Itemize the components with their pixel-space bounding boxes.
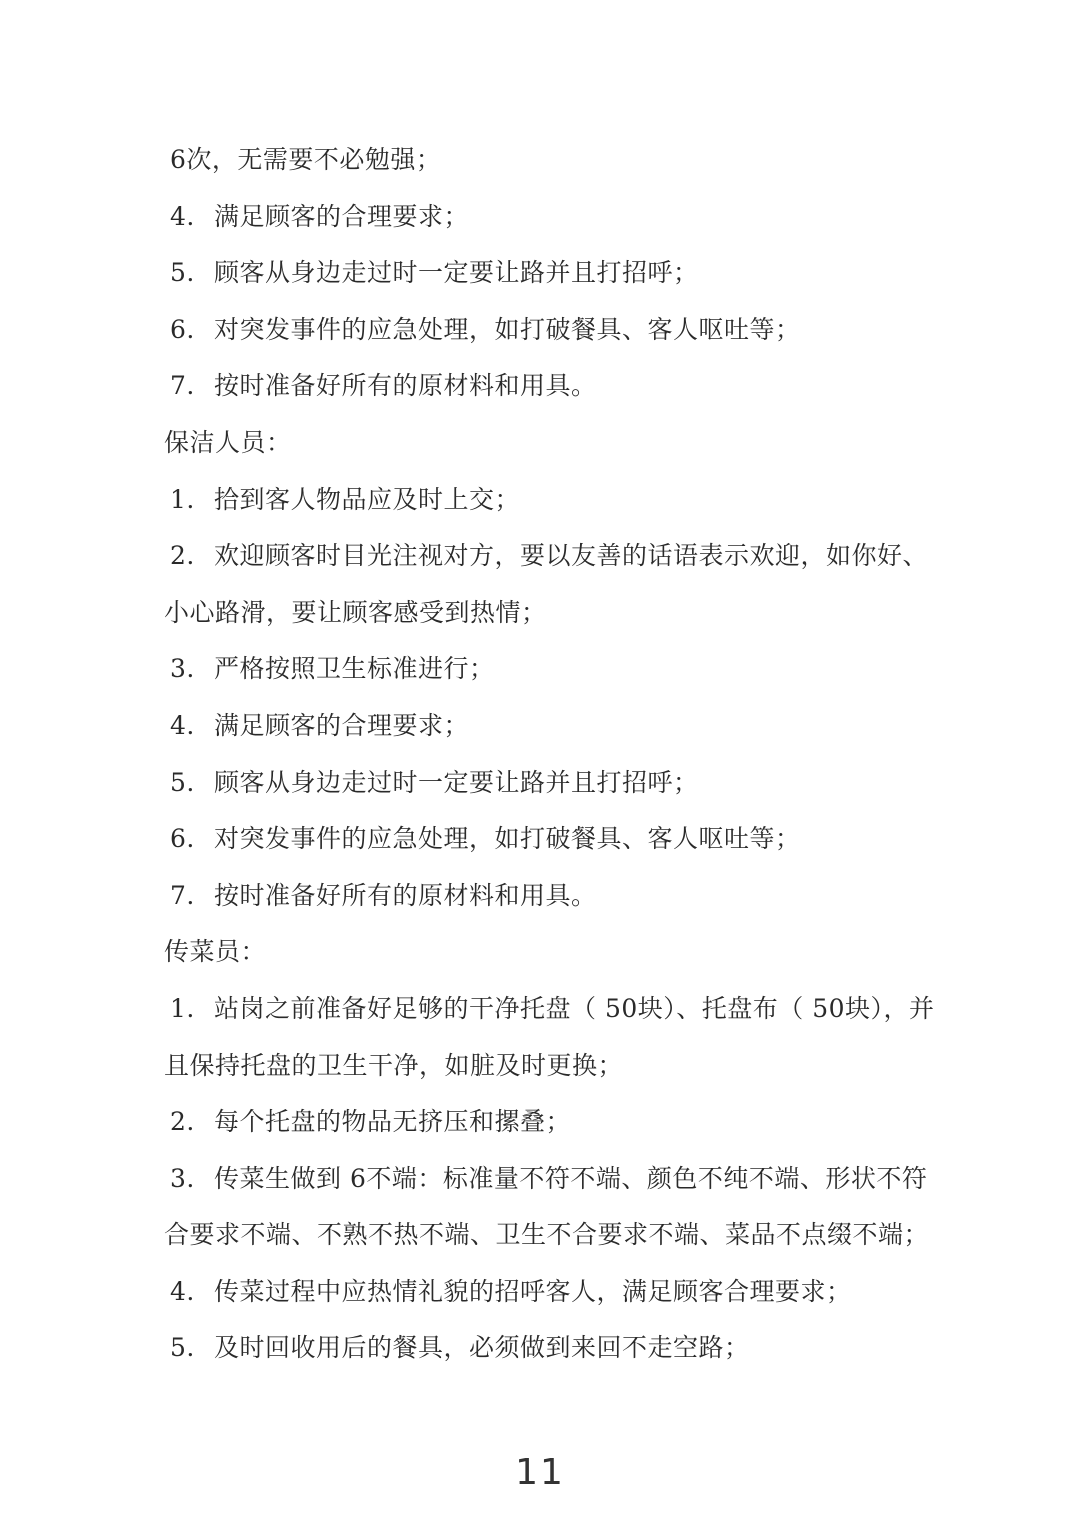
list-item [164,1264,924,1321]
list-item-number: 2. [170,1107,195,1137]
line-text: 6次，无需要不必勉强； [170,145,442,174]
line-text: 对突发事件的应急处理，如打破餐具、客人呕吐等； [214,824,801,854]
line-text: 传菜生做到 6不端：标准量不符不端、颜色不纯不端、形状不符 [214,1163,928,1193]
line-text: 拾到客人物品应及时上交； [214,484,521,514]
list-item-number: 4. [170,710,195,740]
line-text: 传菜员： [164,937,267,967]
line-text: 且保持托盘的卫生干净，如脏及时更换； [164,1050,624,1080]
line-text: 严格按照卫生标准进行； [214,654,495,684]
line-text: 小心路滑，要让顾客感受到热情； [164,597,547,627]
list-item [164,528,929,585]
line-text: 满足顾客的合理要求； [214,710,470,740]
list-item-number: 1. [170,993,195,1023]
line-text: 欢迎顾客时目光注视对方，要以友善的话语表示欢迎，如你好、 [214,541,929,571]
list-item-number: 7. [170,371,195,401]
list-item [164,245,924,302]
list-item-number: 3. [170,654,195,684]
list-item [164,755,924,812]
list-item [164,981,935,1038]
list-item [164,358,924,415]
list-item-number: 1. [170,484,195,514]
list-item [164,1094,924,1151]
line-text: 保洁人员： [164,427,292,457]
line-text: 及时回收用后的餐具，必须做到来回不走空路； [214,1333,750,1363]
text-line [164,924,924,981]
text-line [164,415,924,472]
list-item-number: 4. [170,201,195,231]
list-item [164,811,924,868]
list-item-number: 4. [170,1276,195,1306]
text-line [164,132,924,189]
list-item-number: 2. [170,541,195,571]
list-item [164,1151,928,1208]
line-text: 合要求不端、不熟不热不端、卫生不合要求不端、菜品不点缀不端； [164,1220,930,1250]
list-item-number: 7. [170,880,195,910]
line-text: 对突发事件的应急处理，如打破餐具、客人呕吐等； [214,314,801,344]
list-item-number: 6. [170,314,195,344]
line-text: 按时准备好所有的原材料和用具。 [214,371,597,401]
line-text: 满足顾客的合理要求； [214,201,470,231]
list-item [164,302,924,359]
line-text: 顾客从身边走过时一定要让路并且打招呼； [214,258,699,288]
list-item [164,472,924,529]
list-item-number: 5. [170,1333,195,1363]
list-item-number: 5. [170,258,195,288]
line-text: 顾客从身边走过时一定要让路并且打招呼； [214,767,699,797]
text-line [164,585,924,642]
list-item-number: 6. [170,824,195,854]
list-item [164,189,924,246]
line-text: 传菜过程中应热情礼貌的招呼客人，满足顾客合理要求； [214,1276,852,1306]
list-item [164,868,924,925]
list-item-number: 3. [170,1163,195,1193]
line-text: 站岗之前准备好足够的干净托盘（ 50块）、托盘布（ 50块），并 [214,993,935,1023]
list-item-number: 5. [170,767,195,797]
line-text: 按时准备好所有的原材料和用具。 [214,880,597,910]
list-item [164,641,924,698]
text-body [164,132,935,1377]
list-item [164,1320,924,1377]
line-text: 每个托盘的物品无挤压和摞叠； [214,1107,572,1137]
page-number: 11 [515,1452,565,1493]
text-line [164,1038,924,1095]
text-line [164,1207,930,1264]
list-item [164,698,924,755]
